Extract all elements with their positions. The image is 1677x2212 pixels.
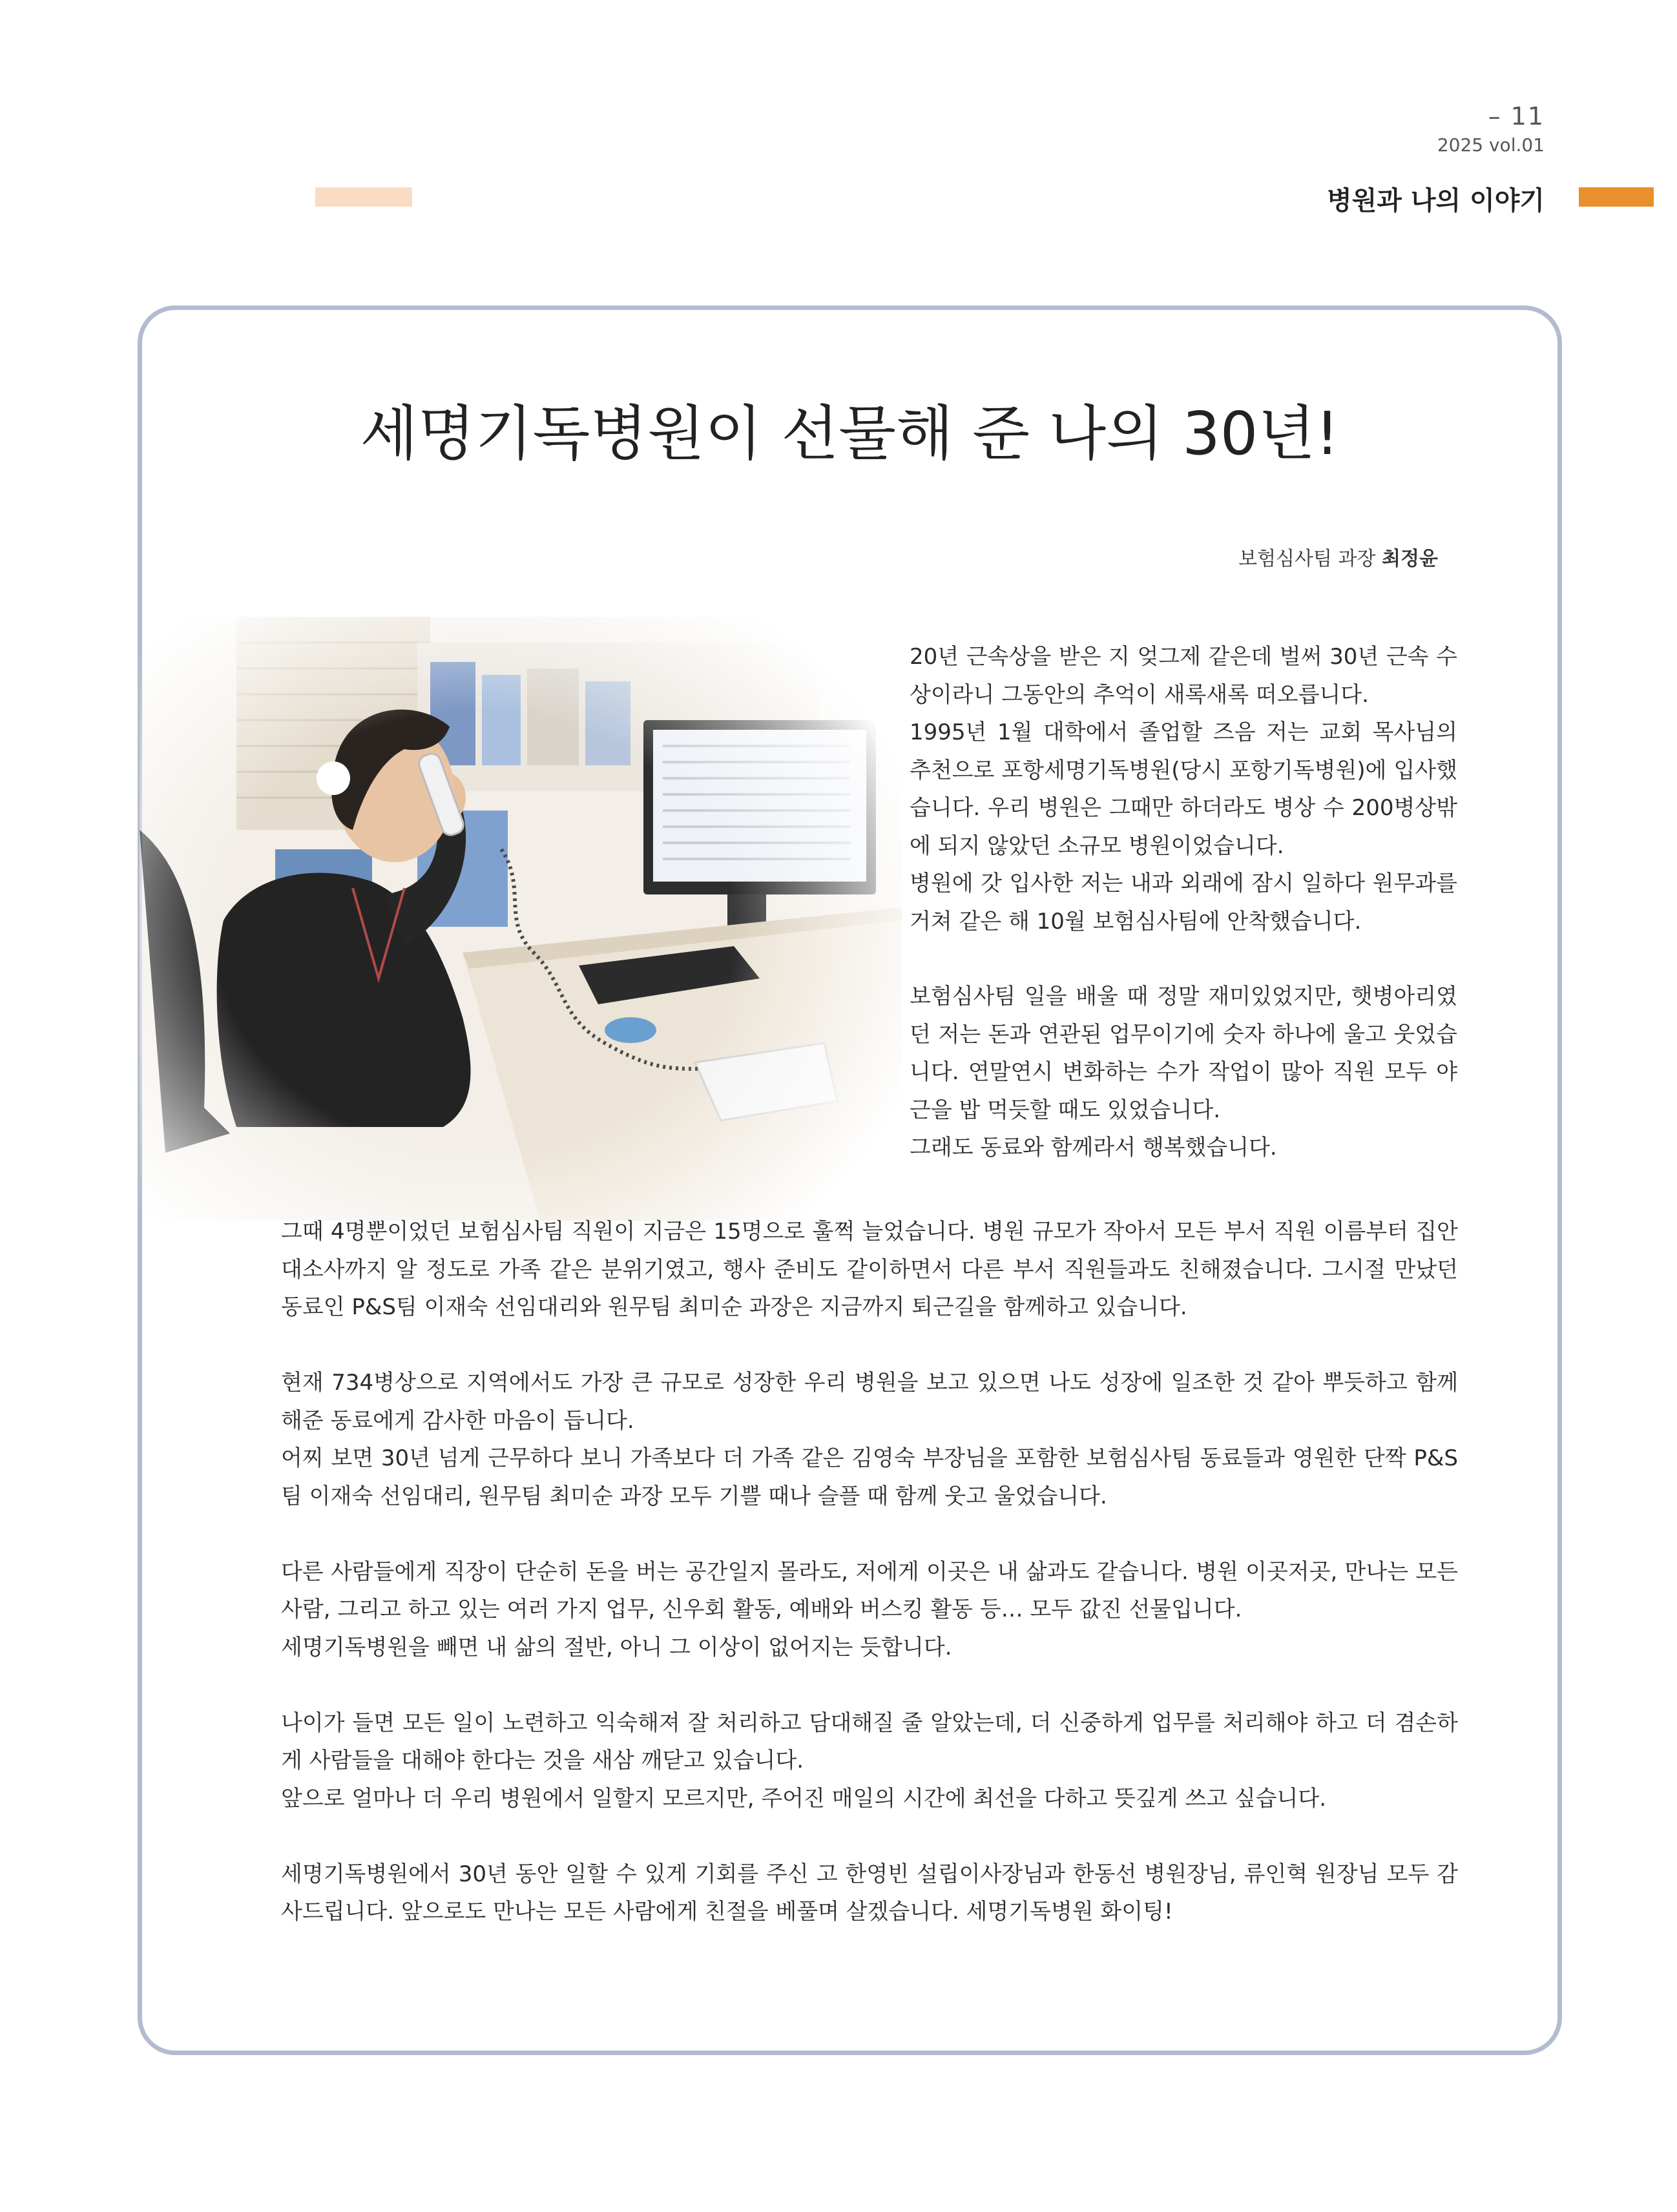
body-paragraph: 어찌 보면 30년 넘게 근무하다 보니 가족보다 더 가족 같은 김영숙 부장님을 포함한 보험심사팀 동료들과 영원한 단짝 P&S팀 이재숙 선임대리, 원무팀 최미순 과장 모두 기쁠 때나 슬플 때 함께 웃고 울었습니다. [281,1445,1458,1509]
header-accent-bar-right [1579,187,1654,207]
article-title: 세명기독병원이 선물해 준 나의 30년! [360,399,1340,468]
author-department: 보험심사팀 과장 [1238,548,1376,570]
body-paragraph: 다른 사람들에게 직장이 단순히 돈을 버는 공간일지 몰라도, 저에게 이곳은 내 삶과도 같습니다. 병원 이곳저곳, 만나는 모든 사람, 그리고 하고 있는 여러 가지 업무, 신우회 활동, 예배와 버스킹 활동 등… 모두 값진 선물입니다. [281,1558,1458,1622]
author-photo [140,617,902,1221]
page-number: – 11 [1488,102,1545,130]
body-paragraph: 그때 4명뿐이었던 보험심사팀 직원이 지금은 15명으로 훌쩍 늘었습니다. 병원 규모가 작아서 모든 부서 직원 이름부터 집안 대소사까지 알 정도로 가족 같은 분위기였고, 행사 준비도 같이하면서 다른 부서 직원들과도 친해졌습니다. 그시절 만났던 동료인 P&S팀 이재숙 선임대리와 원무팀 최미순 과장은 지금까지 퇴근길을 함께하고 있습니다. [281,1219,1458,1320]
intro-paragraph: 1995년 1월 대학에서 졸업할 즈음 저는 교회 목사님의 추천으로 포항세명기독병원(당시 포항기독병원)에 입사했습니다. 우리 병원은 그때만 하더라도 병상 수 200병상밖에 되지 않았던 소규모 병원이었습니다. [910,719,1457,859]
article-byline [1238,543,1438,571]
body-paragraph: 현재 734병상으로 지역에서도 가장 큰 규모로 성장한 우리 병원을 보고 있으면 나도 성장에 일조한 것 같아 뿌듯하고 함께 해준 동료에게 감사한 마음이 듭니다. [281,1370,1458,1434]
intro-paragraph: 그래도 동료와 함께라서 행복했습니다. [910,1135,1277,1161]
author-name: 최정윤 [1382,548,1438,570]
body-text [281,1213,1458,1931]
intro-text [910,638,1457,1167]
body-paragraph: 세명기독병원을 빼면 내 삶의 절반, 아니 그 이상이 없어지는 듯합니다. [281,1634,952,1660]
header-accent-bar-left [315,187,412,207]
body-paragraph: 나이가 들면 모든 일이 노련하고 익숙해져 잘 처리하고 담대해질 줄 알았는데, 더 신중하게 업무를 처리해야 하고 더 겸손하게 사람들을 대해야 한다는 것을 새삼 깨닫고 있습니다. [281,1710,1458,1773]
issue-label: 2025 vol.01 [1437,134,1545,156]
body-paragraph: 앞으로 얼마나 더 우리 병원에서 일할지 모르지만, 주어진 매일의 시간에 최선을 다하고 뜻깊게 쓰고 싶습니다. [281,1785,1327,1812]
section-title: 병원과 나의 이야기 [1327,186,1545,216]
intro-paragraph: 20년 근속상을 받은 지 엊그제 같은데 벌써 30년 근속 수상이라니 그동안의 추억이 새록새록 떠오릅니다. [910,644,1457,708]
intro-paragraph: 보험심사팀 일을 배울 때 정말 재미있었지만, 햇병아리였던 저는 돈과 연관된 업무이기에 숫자 하나에 울고 웃었습니다. 연말연시 변화하는 수가 작업이 많아 직원 모두 야근을 밥 먹듯할 때도 있었습니다. [910,984,1457,1123]
intro-paragraph: 병원에 갓 입사한 저는 내과 외래에 잠시 일하다 원무과를 거쳐 같은 해 10월 보험심사팀에 안착했습니다. [910,871,1457,935]
body-paragraph: 세명기독병원에서 30년 동안 일할 수 있게 기회를 주신 고 한영빈 설립이사장님과 한동선 병원장님, 류인혁 원장님 모두 감사드립니다. 앞으로도 만나는 모든 사람에게 친절을 베풀며 살겠습니다. 세명기독병원 화이팅! [281,1861,1458,1925]
